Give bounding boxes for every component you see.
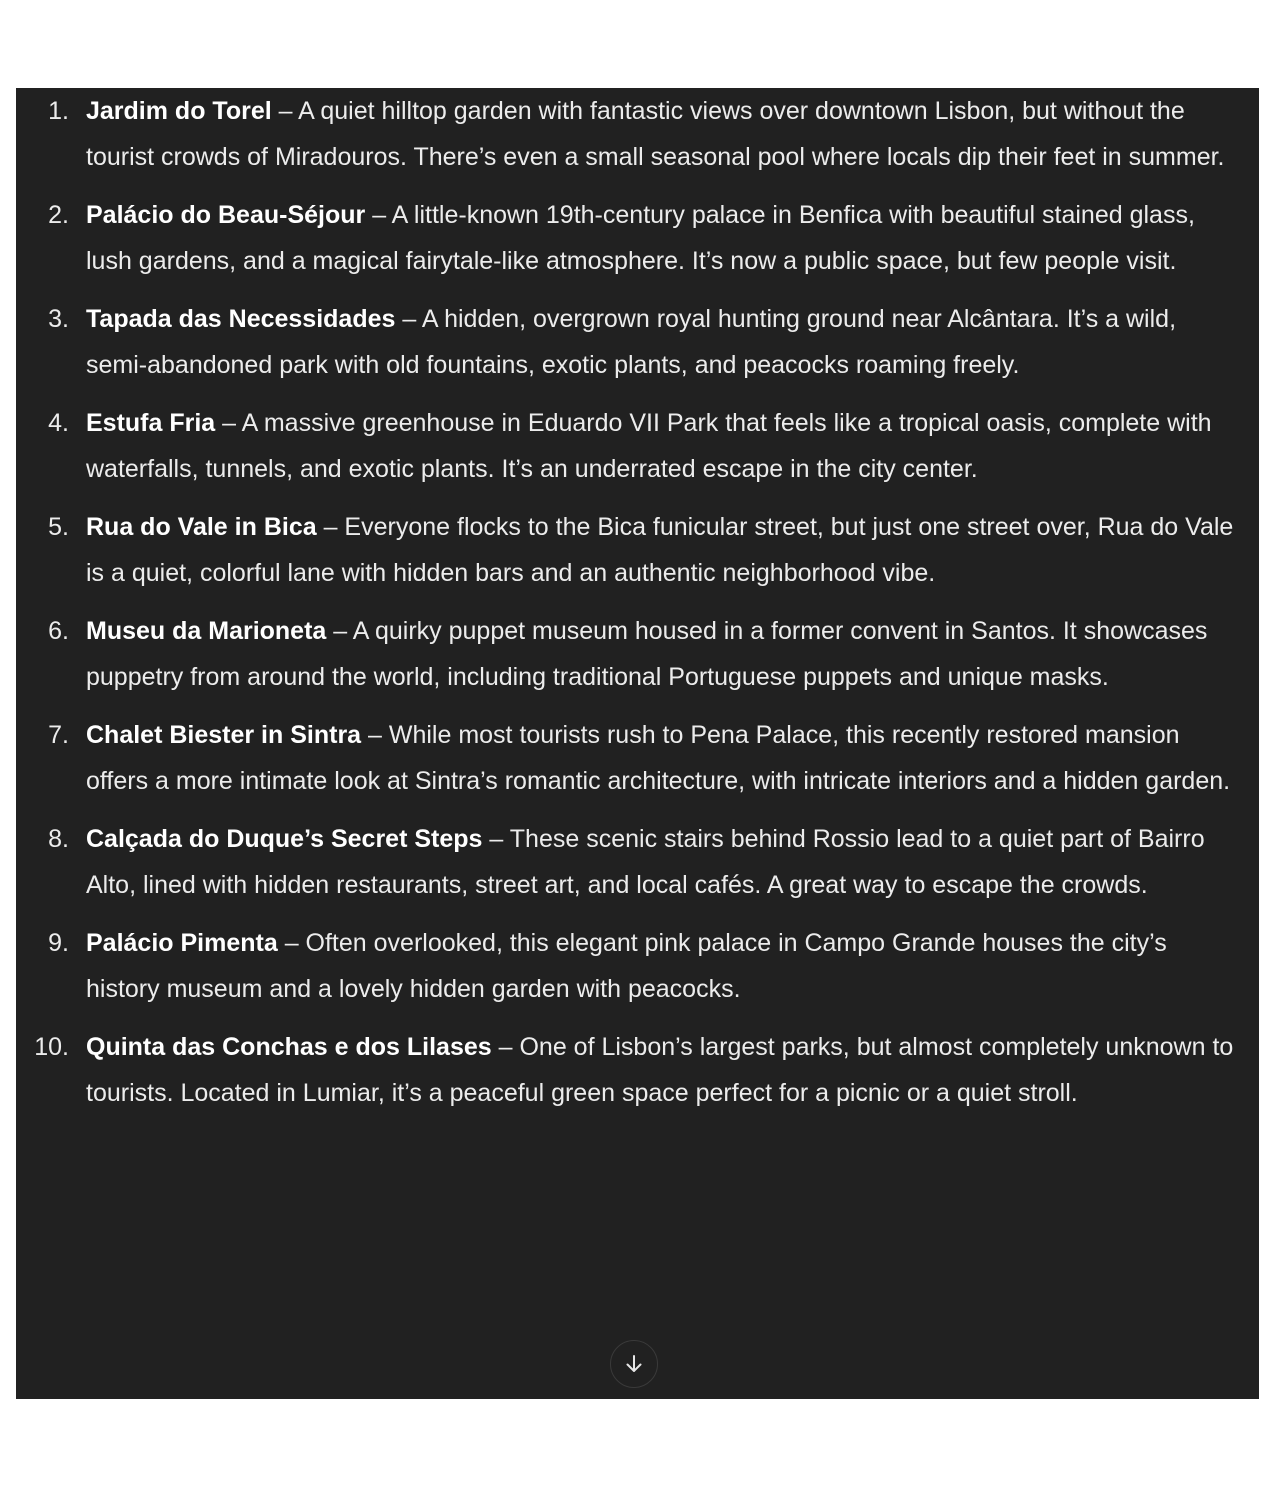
chat-message-panel	[16, 88, 1259, 1399]
list-item-description: – A hidden, overgrown royal hunting ground near Alcântara. It’s a wild, semi-abandoned park with old fountains, exotic plants, and peacocks roaming freely.	[86, 305, 1177, 379]
list-item-title: Jardim do Torel	[86, 97, 272, 125]
list-item-description: – Often overlooked, this elegant pink palace in Campo Grande houses the city’s history museum and a lovely hidden garden with peacocks.	[86, 929, 1167, 1003]
list-item-description: – These scenic stairs behind Rossio lead to a quiet part of Bairro Alto, lined with hidden restaurants, street art, and local cafés. A great way to escape the crowds.	[86, 825, 1205, 899]
list-item	[16, 713, 1259, 804]
list-item-number: 9.	[48, 929, 69, 957]
list-item	[16, 1025, 1259, 1116]
list-item-number: 3.	[48, 305, 69, 333]
list-item-description: – A little-known 19th-century palace in Benfica with beautiful stained glass, lush gardens, and a magical fairytale-like atmosphere. It’s now a public space, but few people visit.	[86, 201, 1195, 275]
list-item-number: 8.	[48, 825, 69, 853]
list-item-title: Palácio Pimenta	[86, 929, 278, 957]
list-item-title: Rua do Vale in Bica	[86, 513, 317, 541]
list-item-description: – One of Lisbon’s largest parks, but almost completely unknown to tourists. Located in Lumiar, it’s a peaceful green space perfect for a picnic or a quiet stroll.	[86, 1033, 1234, 1107]
list-item-title: Estufa Fria	[86, 409, 216, 437]
list-item-title: Chalet Biester in Sintra	[86, 721, 362, 749]
list-item	[16, 89, 1259, 180]
list-item	[16, 401, 1259, 492]
list-item-description: – A massive greenhouse in Eduardo VII Park that feels like a tropical oasis, complete with waterfalls, tunnels, and exotic plants. It’s an underrated escape in the city center.	[86, 409, 1212, 483]
list-item-title: Tapada das Necessidades	[86, 305, 396, 333]
list-item	[16, 297, 1259, 388]
arrow-down-icon	[623, 1353, 645, 1375]
list-item-description: – A quirky puppet museum housed in a former convent in Santos. It showcases puppetry from around the world, including traditional Portuguese puppets and unique masks.	[86, 617, 1208, 691]
list-item-title: Palácio do Beau-Séjour	[86, 201, 366, 229]
list-item-title: Museu da Marioneta	[86, 617, 327, 645]
list-item-number: 5.	[48, 513, 69, 541]
list-item-number: 4.	[48, 409, 69, 437]
scroll-to-bottom-button[interactable]	[610, 1340, 658, 1388]
list-item-description: – A quiet hilltop garden with fantastic views over downtown Lisbon, but without the tourist crowds of Miradouros. There’s even a small seasonal pool where locals dip their feet in summer.	[86, 97, 1225, 171]
list-item-number: 7.	[48, 721, 69, 749]
list-item	[16, 817, 1259, 908]
recommendations-list	[16, 88, 1259, 1129]
list-item-number: 2.	[48, 201, 69, 229]
list-item-number: 1.	[48, 97, 69, 125]
list-item	[16, 921, 1259, 1012]
list-item-description: – While most tourists rush to Pena Palace, this recently restored mansion offers a more intimate look at Sintra’s romantic architecture, with intricate interiors and a hidden garden.	[86, 721, 1231, 795]
list-item	[16, 505, 1259, 596]
list-item	[16, 609, 1259, 700]
list-item-number: 10.	[34, 1033, 69, 1061]
list-item-description: – Everyone flocks to the Bica funicular street, but just one street over, Rua do Vale is a quiet, colorful lane with hidden bars and an authentic neighborhood vibe.	[86, 513, 1234, 587]
list-item-title: Calçada do Duque’s Secret Steps	[86, 825, 483, 853]
list-item	[16, 193, 1259, 284]
list-item-number: 6.	[48, 617, 69, 645]
list-item-title: Quinta das Conchas e dos Lilases	[86, 1033, 492, 1061]
